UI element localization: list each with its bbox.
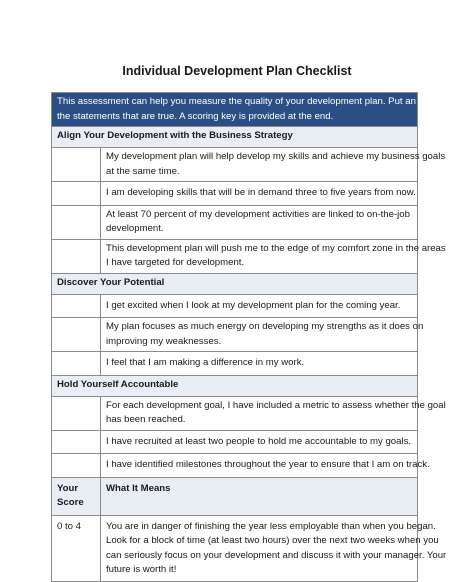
checklist-item-line: I have identified milestones throughout the year to ensure that I am on track. <box>106 459 430 470</box>
section-heading-accountable: Hold Yourself Accountable <box>52 375 418 396</box>
section-header-row <box>52 127 418 148</box>
checklist-item-line: My plan focuses as much energy on developing my strengths as it does on <box>106 321 424 332</box>
score-column-header: Your Score <box>52 477 101 515</box>
checkbox-cell[interactable] <box>52 352 101 376</box>
score-meaning-line: future is worth it! <box>106 564 177 575</box>
checklist-table <box>51 92 457 582</box>
checklist-row <box>52 294 418 318</box>
checklist-item-line: improving my weaknesses. <box>106 335 222 347</box>
checklist-row <box>52 318 418 352</box>
checklist-item-line: I have targeted for development. <box>106 257 245 268</box>
scoring-row <box>52 515 418 581</box>
checklist-item <box>101 205 418 239</box>
checklist-row <box>52 148 418 182</box>
checklist-row <box>52 182 418 206</box>
intro-text-part: next to <box>424 96 457 107</box>
intro-mark-x: X <box>418 96 425 107</box>
checkbox-cell[interactable] <box>52 239 101 273</box>
intro-text-part: This assessment can help you measure the quality of your development plan. Put an <box>57 96 419 107</box>
score-meaning-line: can seriously focus on your development and discuss it with your manager. Your <box>106 549 447 561</box>
checklist-item <box>101 396 446 430</box>
checkbox-cell[interactable] <box>52 205 101 239</box>
checklist-row <box>52 205 418 239</box>
section-heading-discover: Discover Your Potential <box>52 273 418 294</box>
score-meaning <box>101 515 447 581</box>
intro-row <box>52 93 418 127</box>
checklist-row <box>52 352 418 376</box>
checkbox-cell[interactable] <box>52 148 101 182</box>
checklist-row <box>52 454 418 478</box>
checkbox-cell[interactable] <box>52 454 101 478</box>
checklist-item-line: For each development goal, I have included a metric to assess whether the goal <box>106 399 446 411</box>
checklist-item-line: I have recruited at least two people to hold me accountable to my goals. <box>106 435 412 447</box>
scoring-header-row <box>52 477 418 515</box>
checklist-row <box>52 239 418 273</box>
checklist-item <box>101 294 418 318</box>
checklist-item-line: This development plan will push me to the edge of my comfort zone in the areas <box>106 242 446 254</box>
score-range: 0 to 4 <box>52 515 101 581</box>
checklist-item-line: at the same time. <box>106 165 180 177</box>
intro-line-2: the statements that are true. A scoring key is provided at the end. <box>57 110 334 122</box>
checklist-item <box>101 430 418 454</box>
meaning-column-header: What It Means <box>101 477 418 515</box>
checkbox-cell[interactable] <box>52 396 101 430</box>
checkbox-cell[interactable] <box>52 294 101 318</box>
checkbox-cell[interactable] <box>52 318 101 352</box>
checkbox-cell[interactable] <box>52 182 101 206</box>
checklist-row <box>52 430 418 454</box>
checklist-item-line: I feel that I am making a difference in my work. <box>106 357 305 368</box>
document-title: Individual Development Plan Checklist <box>122 64 352 78</box>
checklist-item-line: development. <box>106 223 164 234</box>
checklist-item-line: At least 70 percent of my development activities are linked to on-the-job <box>106 208 410 220</box>
section-header-row <box>52 375 418 396</box>
checklist-row <box>52 396 418 430</box>
checklist-item <box>101 352 418 376</box>
intro-line-1 <box>57 95 457 110</box>
score-meaning-line: You are in danger of finishing the year less employable than when you began. <box>106 520 436 532</box>
checklist-item <box>101 239 446 273</box>
checklist-item <box>101 148 446 182</box>
intro-text <box>52 93 457 127</box>
checklist-item <box>101 318 424 352</box>
checklist-item-line: My development plan will help develop my skills and achieve my business goals <box>106 151 446 162</box>
checklist-item <box>101 182 418 206</box>
checklist-item <box>101 454 430 478</box>
score-meaning-line: Look for a block of time (at least two hours) over the next two weeks when you <box>106 535 439 546</box>
checklist-item-line: I get excited when I look at my development plan for the coming year. <box>106 299 401 311</box>
checkbox-cell[interactable] <box>52 430 101 454</box>
section-header-row <box>52 273 418 294</box>
section-heading-align: Align Your Development with the Business Strategy <box>52 127 418 148</box>
checklist-item-line: I am developing skills that will be in demand three to five years from now. <box>106 187 416 198</box>
checklist-item-line: has been reached. <box>106 414 186 425</box>
